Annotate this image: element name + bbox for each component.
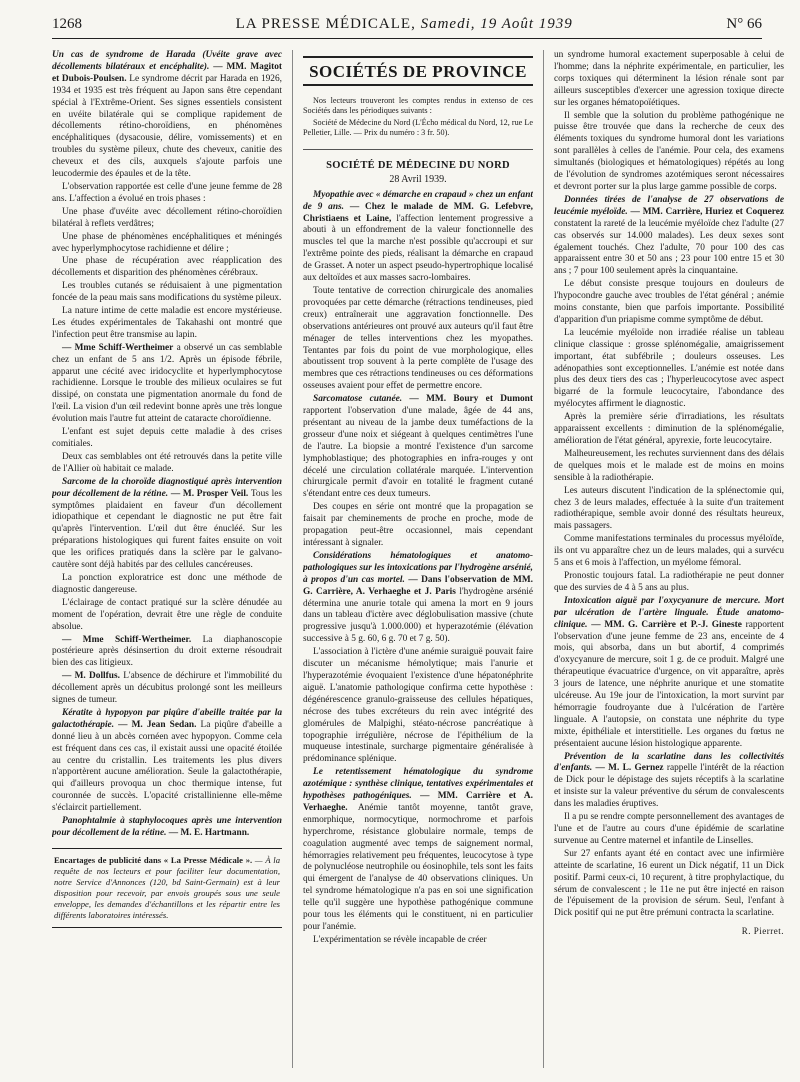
paragraph: Le début consiste presque toujours en douleurs de l'hypocondre gauche avec troubles de l'état général ; anémie moins constante, bien que parfois importante. Possibilité d'apparition d'un priapisme comme symptôme de début. bbox=[554, 279, 784, 325]
society-title: SOCIÉTÉ DE MÉDECINE DU NORD bbox=[303, 149, 533, 172]
paragraph: La nature intime de cette maladie est encore mystérieuse. Les études expérimentales de Takahashi ont montré que l'infection peut être transmise au lapin. bbox=[52, 306, 282, 340]
paragraph: Toute tentative de correction chirurgicale des anomalies provoquées par cette démarche (rétractions tendineuses, pied creux) entraînerait une aggravation fonctionnelle. Des observations antérieures ont prouvé aux auteurs qu'il faut être ménager de telles interventions chez les myopathes. Tentantes par fois du point de vue morphologique, elles aboutissent trop souvent à la perte complète de l'usage des membres que ces rétractions tendineuses ou ces déformations osseuses avaient pour effet de permettre encore. bbox=[303, 285, 533, 392]
paragraph: Les auteurs discutent l'indication de la splénectomie qui, chez 3 de leurs malades, effectuée à la suite d'un traitement radiothérapique, semble avoir donné des résultats heureux, mais passagers. bbox=[554, 485, 784, 532]
paragraph: Malheureusement, les rechutes surviennent dans des délais de quelques mois et le malade est de moins en moins sensible à la radiothérapie. bbox=[554, 448, 784, 483]
article-myopathie: Myopathie avec « démarche en crapaud » chez un enfant de 9 ans. — Chez le malade de MM. G. Lefebvre, Christiaens et Laine, l'affection lentement progressive a abouti à un effondrement de la valeur fonctionnelle des muscles tel que la marche n'est possible qu'accroupi et sur l'extrême pointe des pieds, réalisant la démarche en crapaud de Grasset. A noter un aspect pseudo-hypertrophique localisé aux deltoïdes et aux masses sacro-lombaires. bbox=[303, 189, 533, 284]
issue-date: Samedi, 19 Août 1939 bbox=[420, 16, 573, 32]
paragraph: Il a pu se rendre compte personnellement des avantages de l'une et de l'autre au cours d'une épidémie de scarlatine survenue au Centre maternel et infantile de Linselles. bbox=[554, 812, 784, 846]
section-title: SOCIÉTÉS DE PROVINCE bbox=[303, 56, 533, 86]
paragraph: — M. Dollfus. L'absence de déchirure et l'immobilité du décollement après un décubitus prolongé sont les meilleurs signes de tumeur. bbox=[52, 671, 282, 706]
journal-title: LA PRESSE MÉDICALE, Samedi, 19 Août 1939 bbox=[235, 16, 573, 32]
paragraph: un syndrome humoral exactement superposable à celui de l'homme; dans la néphrite expérimentale, en particulier, les corps toxiques qui déterminent la lésion rénale sont par ailleurs susceptibles d'exercer une agression toxique directe sur les organes hématopoïétiques. bbox=[554, 50, 784, 108]
article-azotemique: Le retentissement hématologique du syndrome azotémique : synthèse clinique, tentatives expérimentales et hypothèses pathogéniques. — MM. Carrière et A. Verhaeghe. Anémie tantôt moyenne, tantôt grave, enmorphique, normocytique, normochrome et parfois hyperchrome, résistance globulaire normale, temps de coagulation augmenté avec temps de saignement normal, hémorragies relativement peu fréquentes, leucocytose à type de polynucléose neutrophile ou éosinophile, tels sont les faits qui émergent de l'analyse de 40 observations cliniques. Un tel syndrome hématologique n'a pas en soi une signification telle qu'il suggère une hypothèse pathogénique commune pour tous les éléments qui le constituent, ni en particulier pour l'anémie. bbox=[303, 767, 533, 932]
editorial-note: Nos lecteurs trouveront les comptes rendus in extenso de ces Sociétés dans les périodiques suivants : bbox=[303, 95, 533, 116]
column-3 bbox=[554, 50, 784, 1068]
article-keratite: Kératite à hypopyon par piqûre d'abeille traitée par la galactothérapie. — M. Jean Sedan. La piqûre d'abeille a donné lieu à un abcès cornéen avec hypopyon. Comme cela est fréquent dans ces cas, il existait aussi une opacité étoilée au centre du cristallin. Les traitements les plus divers n'apportèrent aucune amélioration. Seule la galactothérapie, qui d'ailleurs provoqua un choc thermique intense, fut couronnée de succès. L'opacité cristallinienne elle-même s'éclaircit partiellement. bbox=[52, 707, 282, 814]
article-leucemie: Données tirées de l'analyse de 27 observations de leucémie myéloïde. — MM. Carrière, Huriez et Coquerez constatent la rareté de la leucémie myéloïde chez l'adulte (27 cas observés sur 14.000 malades). Les deux sexes sont également touchés. Chez l'adulte, 70 pour 100 des cas apparaissent entre 30 et 50 ans ; 23 pour 100 entre 15 et 30 ans ; 7 pour 100 seulement après la cinquantaine. bbox=[554, 194, 784, 277]
paragraph: L'association à l'ictère d'une anémie suraiguë pouvait faire discuter un mécanisme hémolytique; mais l'anurie et l'hyperazotémie évoquaient l'existence d'une hépatonéphrite aiguë. L'anatomie pathologique confirma cette hypothèse : dégénérescence granulo-graisseuse des cellules hépatiques, nécrose des tubes excréteurs du rein avec intégrité des glomérules de Malpighi, stéato-nécrose pancréatique à topographie irrégulière, nécrose de l'épithélium de la muqueuse intestinale, surcharge pigmentaire généralisée à prédominance splénique. bbox=[303, 647, 533, 765]
column-rule bbox=[543, 50, 544, 1068]
paragraph: — Mme Schiff-Wertheimer a observé un cas semblable chez un enfant de 5 ans 1/2. Après un épisode fébrile, apparut une cécité avec iridocyclite et hyperlymphocytose rachidienne. Lorsque le trouble des milieux oculaires se fut dissipé, on constata une pigmentation anormale du fond de l'œil. La vision d'un œil redevint bonne après une très longue évolution mais l'autre fut atteint de cataracte choroïdienne. bbox=[52, 342, 282, 425]
advertising-notice: Encartages de publicité dans « La Presse Médicale ». — À la requête de nos lecteurs et pour faciliter leur documentation, notre Service d'Annonces (120, bd Saint-Germain) est à leur disposition pour recevoir, par envois groupés sous une seule enveloppe, les demandes d'échantillons et les répartir entre les différents laboratoires intéressés. bbox=[52, 848, 282, 928]
column-rule bbox=[292, 50, 293, 1068]
paragraph: Sur 27 enfants ayant été en contact avec une infirmière atteinte de scarlatine, 16 eurent un Dick négatif, 11 un Dick positif. Parmi ceux-ci, 10 reçurent, à titre prophylactique, du sérum de convalescent ; le 11e ne put être injecté en raison de l'épuisement de la provision de sérum. Seul, l'enfant à Dick positif qui ne put être prémuni contracta la scarlatine. bbox=[554, 848, 784, 919]
article-panophtalmie: Panophtalmie à staphylocoques après une intervention pour décollement de la rétine. — M. E. Hartmann. bbox=[52, 816, 282, 838]
columns bbox=[52, 50, 784, 1068]
article-oxycyanure: Intoxication aiguë par l'oxycyanure de mercure. Mort par ulcération de l'artère linguale. Étude anatomo-clinique. — MM. G. Carrière et P.-J. Gineste rapportent l'observation d'une jeune femme de 23 ans, enceinte de 4 mois, qui absorba, dans un but abortif, 4 comprimés d'oxycyanure de mercure, soit 1 g. de ce produit. Malgré une thérapeutique évacuatrice d'urgence, on vit apparaître, après 3 jours de latence, une néphrite anurique et une stomatite ulcéreuse. Au 19e jour de l'intoxication, la mort survint par hémorragie foudroyante due à l'ulcération de l'artère linguale. A l'autopsie, on constata une néphrite du type mixte, épithéliale et interstitielle. Les organes du fœtus ne présentaient aucune lésion histologique apparente. bbox=[554, 595, 784, 749]
article-sarcomatose: Sarcomatose cutanée. — MM. Boury et Dumont rapportent l'observation d'une malade, âgée de 44 ans, présentant au niveau de la jambe deux tuméfactions de la grosseur d'une noix et siégeant à quelques centimètres l'une de l'autre. La biopsie a montré l'existence d'un sarcome lymphoblastique; des photographies en infra-rouges y ont décelé une circulation collatérale marquée. L'intervention chirurgicale permit d'avoir en totalité le fragment cutané s'étendant entre ces deux tumeurs. bbox=[303, 394, 533, 500]
paragraph: Des coupes en série ont montré que la propagation se faisait par cheminements de proche en proche, mode de propagation peut-être occasionnel, mais cependant intéressant à signaler. bbox=[303, 502, 533, 548]
periodical-reference: Société de Médecine du Nord (L'Écho médical du Nord, 12, rue Le Pelletier, Lille. — Prix du numéro : 3 fr. 50). bbox=[303, 117, 533, 138]
running-head bbox=[52, 16, 762, 39]
paragraph: Pronostic toujours fatal. La radiothérapie ne peut donner que des survies de 4 à 5 ans au plus. bbox=[554, 570, 784, 593]
article-scarlatine: Prévention de la scarlatine dans les collectivités d'enfants. — M. L. Gernez rappelle l'intérêt de la réaction de Dick pour le dépistage des sujets réceptifs à la scarlatine et insiste sur la valeur préventive du sérum de convalescents dans les maladies éruptives. bbox=[554, 751, 784, 810]
paragraph: Une phase de phénomènes encéphalitiques et méningés avec hyperlymphocytose rachidienne et délire ; bbox=[52, 231, 282, 254]
paragraph: Il semble que la solution du problème pathogénique ne puisse être trouvée que dans la recherche de ceux des éléments toxiques du syndrome humoral dont les variations sont parallèles à celles de l'anémie. Pour cela, des examens simultanés (biologiques et hématologiques) répétés au long de l'évolution de syndromes azotémiques seront nécessaires et devront porter sur la plus large gamme possible de corps. bbox=[554, 110, 784, 192]
column-2 bbox=[303, 50, 533, 1068]
paragraph: Deux cas semblables ont été retrouvés dans la petite ville de l'Allier où habitait ce malade. bbox=[52, 451, 282, 474]
paragraph: L'éclairage de contact pratiqué sur la sclère dénudée au moment de l'opération, devrait être une règle de conduite absolue. bbox=[52, 597, 282, 632]
paragraph: L'expérimentation se révèle incapable de créer bbox=[313, 934, 487, 945]
paragraph: L'observation rapportée est celle d'une jeune femme de 28 ans. L'affection a évolué en trois phases : bbox=[52, 181, 282, 204]
paragraph: — Mme Schiff-Wertheimer. La diaphanoscopie postérieure après désinsertion du droit externe résoudrait bien des cas litigieux. bbox=[52, 634, 282, 669]
issue-number: N° 66 bbox=[726, 16, 762, 32]
column-1 bbox=[52, 50, 282, 1068]
paragraph: La ponction exploratrice est donc une méthode de diagnostic dangereuse. bbox=[52, 572, 282, 595]
article-hydrogene-arsenie: Considérations hématologiques et anatomo-pathologiques sur les intoxications par l'hydrogène arsénié, à propos d'un cas mortel. — Dans l'observation de MM. G. Carrière, A. Verhaeghe et J. Paris l'hydrogène arsénié détermina une anurie totale qui amena la mort en 9 jours dans un tableau d'ictère avec déglobulisation massive (chute progressive jusqu'à 1.000.000) et hyperazotémie (élévation successive à 5 g. 60, 6 g. 70 et 7 g. 50). bbox=[303, 550, 533, 645]
paragraph: La leucémie myéloïde non irradiée réalise un tableau clinique classique : grosse splénomégalie, amaigrissement important, état subfébrile ; douleurs osseuses. Les adénopathies sont exceptionnelles. L'anémie est notée dans plus des deux tiers des cas ; l'hyperleucocytose avec aspect bigarré de la formule leucocytaire, l'abondance des myélocytes affirment le diagnostic. bbox=[554, 327, 784, 410]
session-date: 28 Avril 1939. bbox=[389, 173, 447, 185]
article-harada: Un cas de syndrome de Harada (Uvéite grave avec décollements bilatéraux et encéphalite). — MM. Magitot et Dubois-Poulsen. Le syndrome décrit par Harada en 1926, 1934 et 1935 est très fréquent au Japon sans être cependant spécial à l'Extrême-Orient. Ses signes essentiels consistent en uvéite bilatérale qui se complique rapidement de décollements rétino-choroïdiens, en phénomènes encéphalitiques (dysacousie, délire, vomissements) et en troubles du système pileux, chute des cheveux, canitie des cheveux et des cils, auxquels s'ajoute parfois une leucodermie des épaules et de la tête. bbox=[52, 50, 282, 180]
paragraph: L'enfant est sujet depuis cette maladie à des crises comitiales. bbox=[52, 427, 282, 449]
paragraph: Une phase de récupération avec réapplication des décollements et disparition des phénomènes cérébraux. bbox=[52, 256, 282, 279]
paragraph: Les troubles cutanés se réduisaient à une pigmentation foncée de la peau mais sans modifications du système pileux. bbox=[52, 281, 282, 304]
paragraph: Après la première série d'irradiations, les résultats apparaissent excellents : diminution de la splénomégalie, amélioration de l'état général, apyrexie, forte leucocytaire. bbox=[554, 412, 784, 446]
paragraph: Comme manifestations terminales du processus myéloïde, ils ont vu apparaître chez un de leurs malades, qui a survécu 5 ans et 6 mois à l'affection, un myélome fémoral. bbox=[554, 534, 784, 569]
page-number: 1268 bbox=[52, 16, 82, 32]
signature: R. Pierret. bbox=[741, 926, 784, 937]
paragraph: Une phase d'uvéite avec décollement rétino-choroïdien bilatéral à reflets verdâtres; bbox=[52, 206, 282, 229]
article-sarcome: Sarcome de la choroïde diagnostiqué après intervention pour décollement de la rétine. — M. Prosper Veil. Tous les symptômes plaidaient en faveur d'un décollement idiopathique et cependant le diagnostic ne put être fait qu'après l'intervention. L'œil dut être énucléé. Sur les préparations histologiques qui furent faites ensuite on voit que les orifices pratiqués dans la sclère par le galvano-cautère sont déjà habités par des cellules cancéreuses. bbox=[52, 476, 282, 571]
